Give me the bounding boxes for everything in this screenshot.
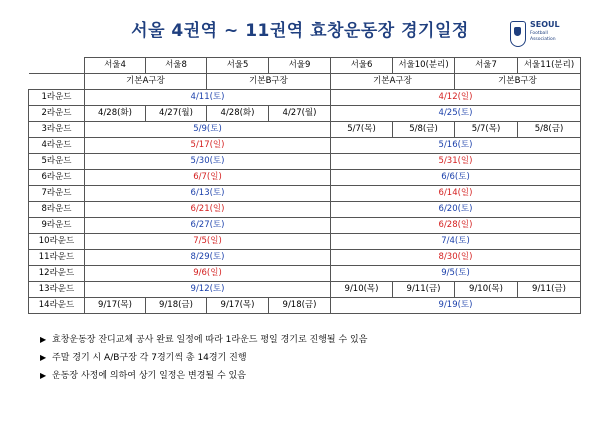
match-date: 9/17(목) [85, 298, 146, 314]
match-date: 9/11(금) [393, 282, 455, 298]
team-header: 서울5 [207, 58, 269, 74]
match-date: 4/11(토) [85, 90, 331, 106]
match-date: 8/30(일) [331, 250, 581, 266]
match-date: 4/27(월) [269, 106, 331, 122]
match-date: 9/12(토) [85, 282, 331, 298]
team-header: 서울11(분리) [518, 58, 581, 74]
round-label: 13라운드 [29, 282, 85, 298]
note-text: 효창운동장 잔디교체 공사 완료 일정에 따라 1라운드 평일 경기로 진행될 수 있음 [52, 335, 368, 345]
field-header-row [29, 74, 581, 90]
match-date: 5/8(금) [393, 122, 455, 138]
team-header: 서울7 [455, 58, 518, 74]
round-row [29, 218, 581, 234]
match-date: 5/7(목) [331, 122, 393, 138]
round-label: 6라운드 [29, 170, 85, 186]
team-header: 서울6 [331, 58, 393, 74]
round-row [29, 90, 581, 106]
note-item [40, 349, 580, 367]
match-date: 9/17(목) [207, 298, 269, 314]
match-date: 5/31(일) [331, 154, 581, 170]
team-header: 서울4 [85, 58, 146, 74]
schedule-table [28, 57, 581, 314]
match-date: 4/28(화) [85, 106, 146, 122]
match-date: 9/10(목) [455, 282, 518, 298]
logo-line2: Football [530, 31, 548, 36]
match-date: 6/28(일) [331, 218, 581, 234]
emblem-icon [510, 21, 526, 47]
round-label: 11라운드 [29, 250, 85, 266]
round-row [29, 282, 581, 298]
match-date: 4/28(화) [207, 106, 269, 122]
round-label: 12라운드 [29, 266, 85, 282]
team-header: 서울8 [146, 58, 207, 74]
round-label: 1라운드 [29, 90, 85, 106]
round-row [29, 170, 581, 186]
page-title: 서울 4권역 ~ 11권역 효창운동장 경기일정 [131, 21, 469, 41]
round-row [29, 202, 581, 218]
note-item [40, 367, 580, 385]
match-date: 9/19(토) [331, 298, 581, 314]
team-header-row [29, 58, 581, 74]
team-header: 서울9 [269, 58, 331, 74]
seoul-fa-logo [510, 20, 580, 50]
match-date: 9/10(목) [331, 282, 393, 298]
match-date: 7/4(토) [331, 234, 581, 250]
note-text: 주말 경기 시 A/B구장 각 7경기씩 총 14경기 진행 [52, 353, 247, 363]
round-row [29, 154, 581, 170]
match-date: 6/14(일) [331, 186, 581, 202]
match-date: 6/13(토) [85, 186, 331, 202]
field-header: 기본B구장 [207, 74, 331, 90]
match-date: 9/11(금) [518, 282, 581, 298]
round-row [29, 122, 581, 138]
match-date: 8/29(토) [85, 250, 331, 266]
match-date: 9/18(금) [269, 298, 331, 314]
corner-cell [29, 58, 85, 74]
corner-cell [29, 74, 85, 90]
match-date: 6/20(토) [331, 202, 581, 218]
round-row [29, 250, 581, 266]
round-row [29, 234, 581, 250]
match-date: 6/27(토) [85, 218, 331, 234]
match-date: 5/17(일) [85, 138, 331, 154]
match-date: 5/8(금) [518, 122, 581, 138]
match-date: 5/30(토) [85, 154, 331, 170]
logo-name: SEOUL [530, 20, 560, 29]
round-row [29, 138, 581, 154]
round-label: 5라운드 [29, 154, 85, 170]
logo-line3: Association [530, 37, 556, 42]
round-label: 2라운드 [29, 106, 85, 122]
round-label: 3라운드 [29, 122, 85, 138]
round-row [29, 186, 581, 202]
note-item [40, 331, 580, 349]
round-label: 4라운드 [29, 138, 85, 154]
match-date: 7/5(일) [85, 234, 331, 250]
round-row [29, 298, 581, 314]
match-date: 4/25(토) [331, 106, 581, 122]
match-date: 5/7(목) [455, 122, 518, 138]
round-label: 10라운드 [29, 234, 85, 250]
triangle-bullet-icon: ▶ [40, 335, 47, 344]
team-header: 서울10(분리) [393, 58, 455, 74]
match-date: 5/9(토) [85, 122, 331, 138]
triangle-bullet-icon: ▶ [40, 353, 47, 362]
match-date: 9/18(금) [146, 298, 207, 314]
match-date: 5/16(토) [331, 138, 581, 154]
match-date: 6/6(토) [331, 170, 581, 186]
notes-list [40, 331, 580, 385]
round-row [29, 106, 581, 122]
match-date: 6/21(일) [85, 202, 331, 218]
note-text: 운동장 사정에 의하여 상기 일정은 변경될 수 있음 [52, 371, 246, 381]
round-label: 14라운드 [29, 298, 85, 314]
field-header: 기본B구장 [455, 74, 581, 90]
round-row [29, 266, 581, 282]
field-header: 기본A구장 [85, 74, 207, 90]
round-label: 9라운드 [29, 218, 85, 234]
match-date: 9/6(일) [85, 266, 331, 282]
triangle-bullet-icon: ▶ [40, 371, 47, 380]
round-label: 8라운드 [29, 202, 85, 218]
match-date: 4/12(일) [331, 90, 581, 106]
match-date: 6/7(일) [85, 170, 331, 186]
round-label: 7라운드 [29, 186, 85, 202]
match-date: 9/5(토) [331, 266, 581, 282]
field-header: 기본A구장 [331, 74, 455, 90]
match-date: 4/27(월) [146, 106, 207, 122]
